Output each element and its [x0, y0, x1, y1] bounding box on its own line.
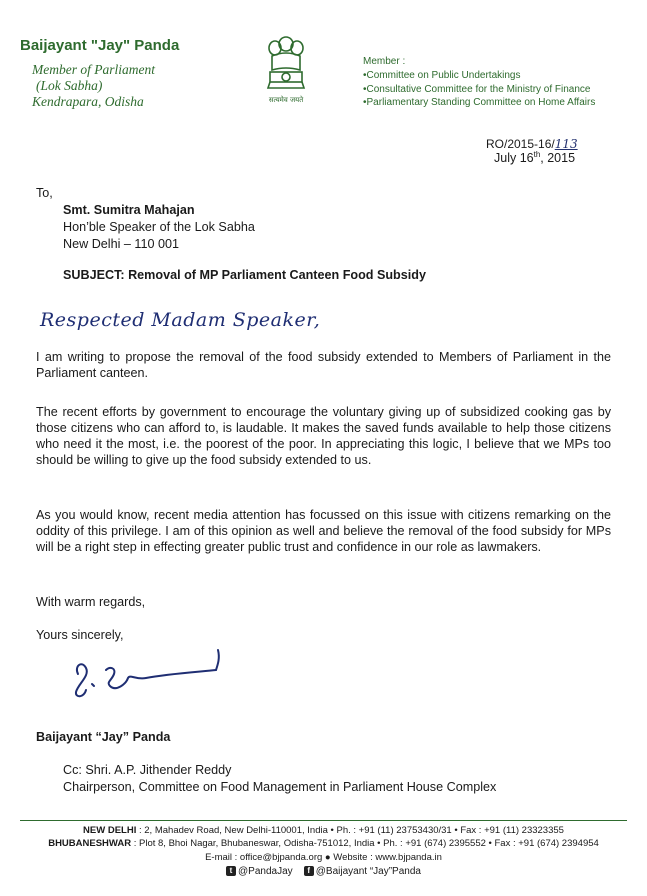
- closing-yours: Yours sincerely,: [36, 628, 124, 642]
- letter-date: [494, 150, 575, 165]
- handwritten-salutation: Respected Madam Speaker,: [40, 309, 321, 331]
- body-paragraph: As you would know, recent media attention has focussed on this issue with citizens remarking on the oddity of this privilege. I am of this opinion as well and believe the removal of the food subsidy for MPs will be a right step in effecting greater public trust and confidence in our role as lawmakers.: [36, 508, 611, 554]
- body-paragraph: I am writing to propose the removal of the food subsidy extended to Members of Parliament in the Parliament canteen.: [36, 350, 611, 380]
- closing-regards: With warm regards,: [36, 595, 146, 609]
- addressee-name: Smt. Sumitra Mahajan: [63, 203, 195, 217]
- committee-item: • Consultative Committee for the Ministry of Finance: [363, 84, 591, 95]
- emblem-motto: सत्यमेव जयते: [268, 96, 304, 104]
- sender-house: (Lok Sabha): [36, 78, 103, 93]
- cc-chairperson: Chairperson, Committee on Food Management in Parliament House Complex: [63, 780, 497, 794]
- footer-address: : Plot 8, Bhoi Nagar, Bhubaneswar, Odisha-751012, India • Ph. : +91 (674) 2395552 • Fax : +91 (674) 2394954: [131, 838, 599, 849]
- footer-divider: [20, 820, 627, 821]
- subject-line: SUBJECT: Removal of MP Parliament Canteen Food Subsidy: [63, 268, 426, 282]
- date-ordinal: th: [533, 150, 541, 159]
- sender-name: Baijayant "Jay" Panda: [20, 37, 180, 54]
- facebook-icon: f: [304, 866, 314, 876]
- footer-city: NEW DELHI: [83, 825, 137, 836]
- cc-line: Cc: Shri. A.P. Jithender Reddy: [63, 763, 232, 777]
- body-paragraph: The recent efforts by government to encourage the voluntary giving up of subsidized cooking gas by those citizens who can afford to, is laudable. It makes the saved funds available to help those citizens who need it the most, i.e. the poorest of the poor. In appreciating this logic, I believe that we MPs too should be willing to give up the food subsidy extended to us.: [36, 405, 611, 467]
- handwritten-signature: [66, 644, 236, 704]
- date-month-day: July 16: [494, 151, 534, 166]
- committee-item: • Parliamentary Standing Committee on Home Affairs: [363, 97, 595, 108]
- sender-constituency: Kendrapara, Odisha: [32, 94, 144, 109]
- national-emblem-icon: [256, 30, 316, 110]
- addressee-designation: Hon’ble Speaker of the Lok Sabha: [63, 220, 255, 234]
- facebook-handle[interactable]: @Baijayant “Jay”Panda: [315, 866, 421, 877]
- member-label: Member :: [363, 56, 406, 67]
- reference-handwritten-number: 113: [554, 137, 578, 151]
- footer-social: [0, 866, 647, 877]
- date-year: , 2015: [540, 151, 576, 166]
- addressee-city: New Delhi – 110 001: [63, 237, 179, 251]
- twitter-handle[interactable]: @PandaJay: [238, 866, 293, 877]
- addressee-to: To,: [36, 186, 53, 200]
- reference-number: [486, 137, 578, 151]
- footer-city: BHUBANESHWAR: [48, 838, 132, 849]
- footer-contact: E-mail : office@bjpanda.org ● Website : www.bjpanda.in: [205, 852, 442, 863]
- reference-prefix: RO/2015-16/: [486, 137, 555, 151]
- footer-address: : 2, Mahadev Road, New Delhi-110001, India • Ph. : +91 (11) 23753430/31 • Fax : +91 (11) 23323355: [136, 825, 564, 836]
- footer-bbsr-address: [0, 838, 647, 849]
- committee-item: • Committee on Public Undertakings: [363, 70, 520, 81]
- sender-title: Member of Parliament: [32, 62, 155, 77]
- twitter-icon: t: [226, 866, 236, 876]
- signatory-name: Baijayant “Jay” Panda: [36, 730, 171, 744]
- footer-delhi-address: [0, 825, 647, 836]
